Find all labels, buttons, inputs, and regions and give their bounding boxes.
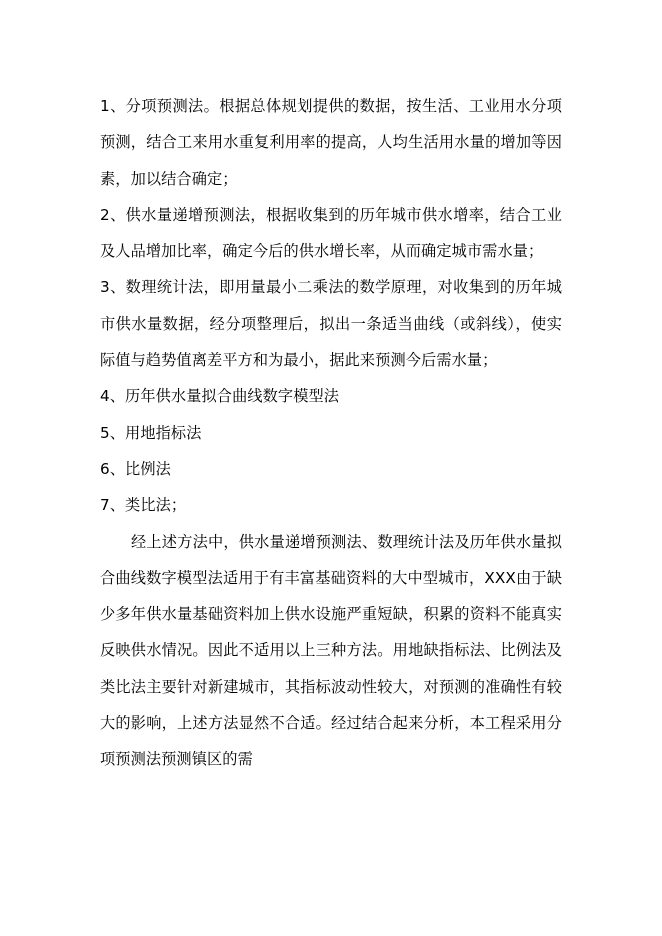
method-5-paragraph: 5、用地指标法 (100, 423, 202, 442)
method-4-paragraph: 4、历年供水量拟合曲线数字模型法 (100, 387, 340, 406)
method-7-paragraph: 7、类比法； (100, 496, 187, 515)
summary-paragraph: 经上述方法中，供水量递增预测法、数理统计法及历年供水量拟合曲线数字模型法适用于有丰富基础资料的大中型城市，XXX由于缺少多年供水量基础资料加上供水设施严重短缺，积累的资料不能真实反映供水情况。因此不适用以上三种方法。用地缺指标法、比例法及类比法主要针对新建城市，其指标波动性较大，对预测的准确性有较大的影响，上述方法显然不合适。经过结合起来分析，本工程采用分项预测法预测镇区的需 (100, 532, 562, 769)
method-2-paragraph: 2、供水量递增预测法，根据收集到的历年城市供水增率，结合工业及人品增加比率，确定今后的供水增长率，从而确定城市需水量； (100, 205, 562, 261)
method-1-paragraph: 1、分项预测法。根据总体规划提供的数据，按生活、工业用水分项预测，结合工来用水重复利用率的提高，人均生活用水量的增加等因素，加以结合确定； (100, 97, 562, 188)
document-body (100, 88, 562, 778)
method-6-paragraph: 6、比例法 (100, 459, 171, 478)
method-3-paragraph: 3、数理统计法，即用量最小二乘法的数学原理，对收集到的历年城市供水量数据，经分项整理后，拟出一条适当曲线（或斜线），使实际值与趋势值离差平方和为最小，据此来预测今后需水量； (100, 278, 562, 370)
